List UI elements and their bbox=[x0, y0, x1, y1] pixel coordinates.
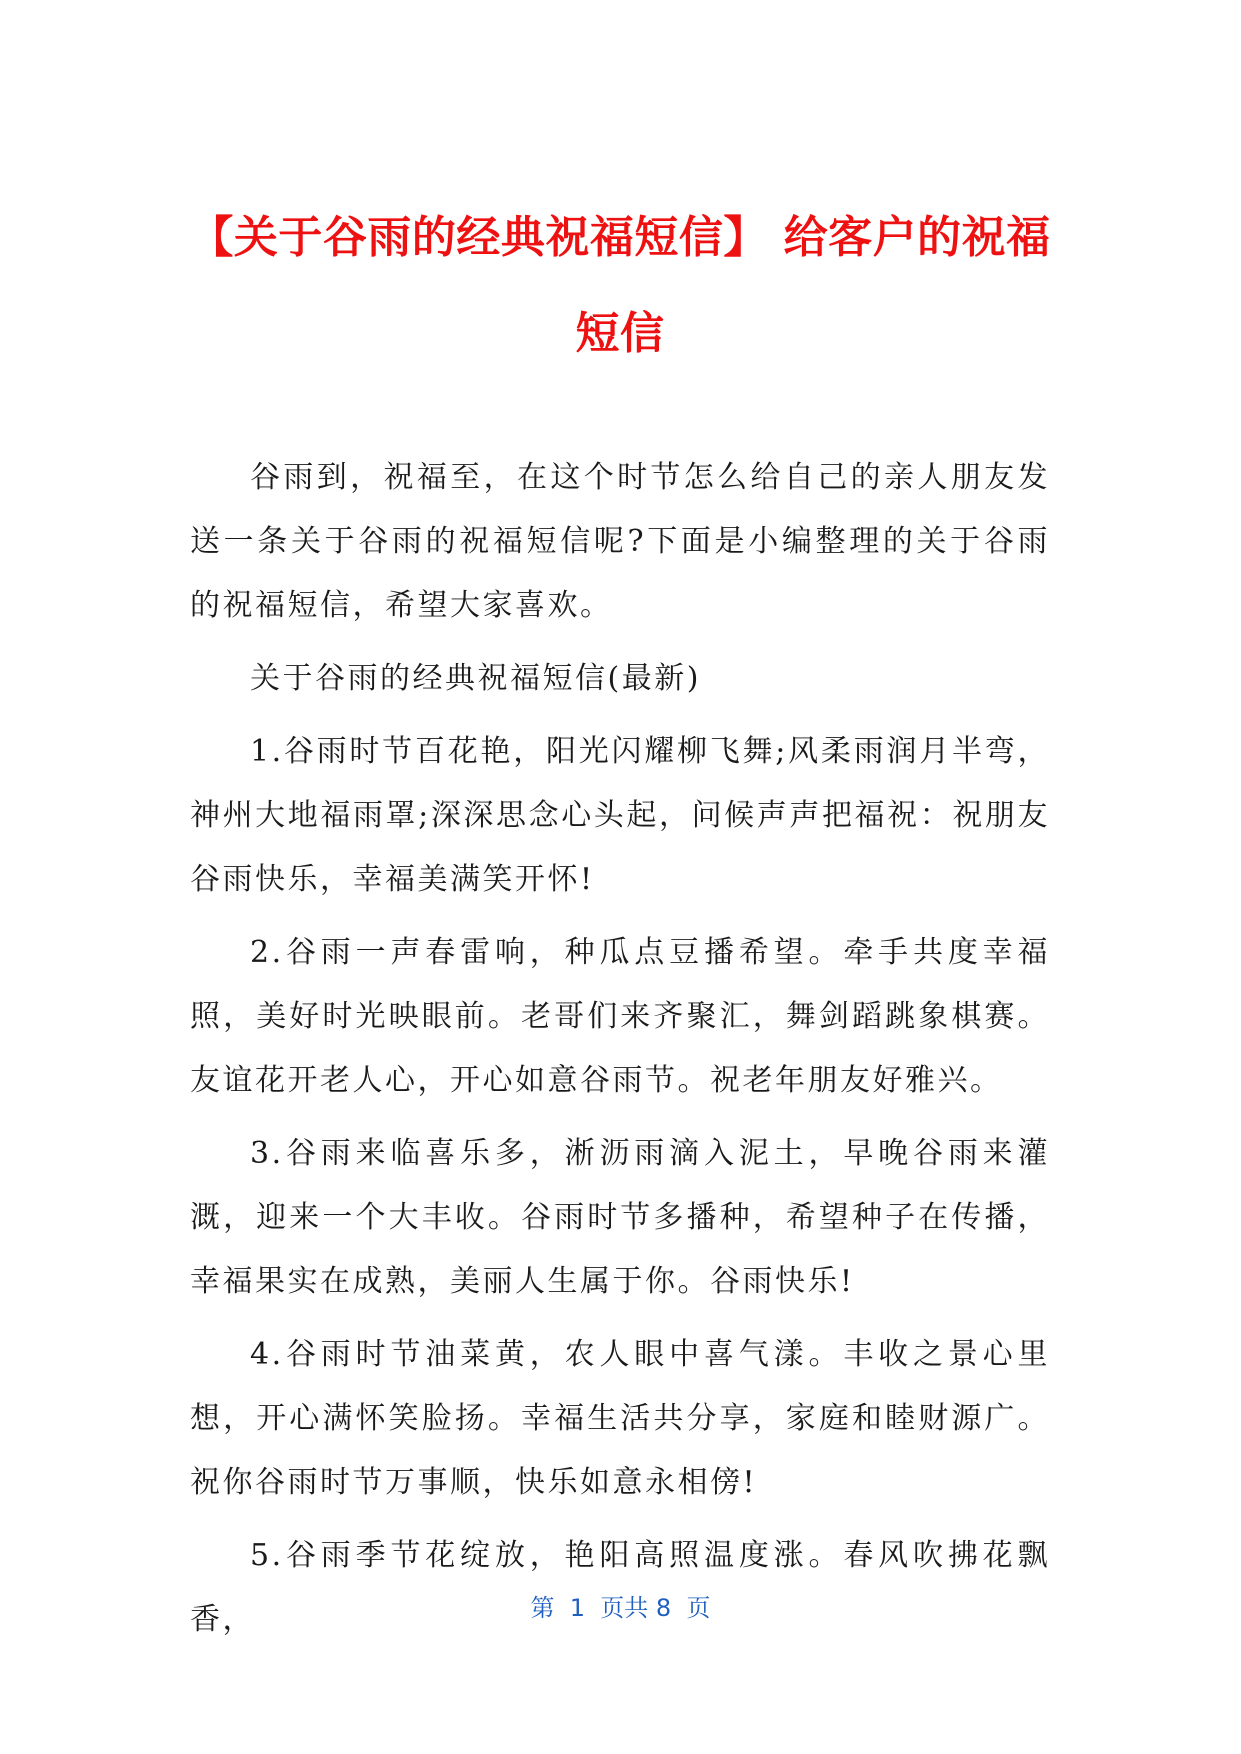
message-item-5: 5.谷雨季节花绽放，艳阳高照温度涨。春风吹拂花飘香， bbox=[190, 1538, 1050, 1637]
message-item-2: 2.谷雨一声春雷响，种瓜点豆播希望。牵手共度幸福照，美好时光映眼前。老哥们来齐聚汇，舞剑蹈跳象棋赛。友谊花开老人心，开心如意谷雨节。祝老年朋友好雅兴。 bbox=[190, 935, 1050, 1098]
page-footer: 第 1 页共 8 页 bbox=[530, 1594, 711, 1622]
message-item-1: 1.谷雨时节百花艳，阳光闪耀柳飞舞;风柔雨润月半弯，神州大地福雨罩;深深思念心头起，问候声声把福祝：祝朋友谷雨快乐，幸福美满笑开怀! bbox=[190, 734, 1050, 897]
message-item-4: 4.谷雨时节油菜黄，农人眼中喜气漾。丰收之景心里想，开心满怀笑脸扬。幸福生活共分享，家庭和睦财源广。祝你谷雨时节万事顺，快乐如意永相傍! bbox=[190, 1337, 1050, 1500]
section-heading: 关于谷雨的经典祝福短信(最新) bbox=[250, 661, 701, 696]
document-body bbox=[190, 446, 1050, 1661]
intro-paragraph: 谷雨到，祝福至，在这个时节怎么给自己的亲人朋友发送一条关于谷雨的祝福短信呢?下面是小编整理的关于谷雨的祝福短信，希望大家喜欢。 bbox=[190, 460, 1050, 623]
message-item-3: 3.谷雨来临喜乐多，淅沥雨滴入泥土，早晚谷雨来灌溉，迎来一个大丰收。谷雨时节多播种，希望种子在传播，幸福果实在成熟，美丽人生属于你。谷雨快乐! bbox=[190, 1136, 1050, 1299]
page-title: 【关于谷雨的经典祝福短信】 给客户的祝福短信 bbox=[189, 212, 1051, 359]
